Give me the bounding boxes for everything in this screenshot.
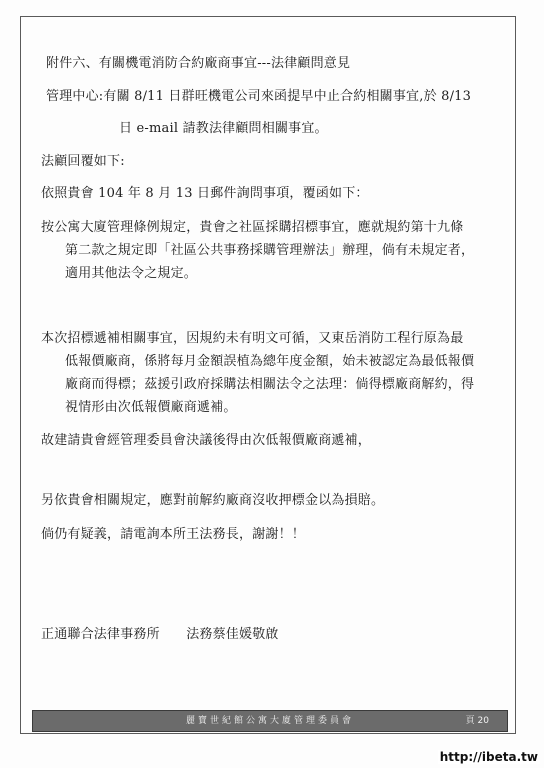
management-note-line-2: 日 e-mail 請教法律顧問相關事宜。 — [119, 121, 328, 136]
footer-page-number: 頁 20 — [465, 716, 489, 726]
watermark-url: http://ibeta.tw — [439, 750, 538, 764]
paragraph-1-line-1: 按公寓大廈管理條例規定，貴會之社區採購招標事宜，應就規約第十九條 — [41, 220, 464, 235]
paragraph-4: 另依貴會相關規定，應對前解約廠商沒收押標金以為損賠。 — [41, 493, 385, 508]
reference-line: 依照貴會 104 年 8 月 13 日郵件詢問事項，覆函如下： — [41, 186, 369, 201]
paragraph-3: 故建請貴會經管理委員會決議後得由次低報價廠商遞補， — [41, 433, 372, 448]
management-note-line-1: 管理中心:有關 8/11 日群旺機電公司來函提早中止合約相關事宜,於 8/13 — [46, 89, 472, 104]
closing-line: 倘仍有疑義，請電詢本所王法務長，謝謝！！ — [41, 527, 306, 542]
reply-intro: 法顧回覆如下: — [41, 154, 125, 169]
paragraph-1-line-3: 適用其他法令之規定。 — [65, 266, 198, 281]
footer-bar — [32, 710, 508, 732]
signature: 正通聯合法律事務所 法務蔡佳媛敬啟 — [41, 627, 279, 642]
paragraph-2-line-2: 低報價廠商，係將每月金額誤植為總年度金額，始未被認定為最低報價 — [65, 354, 475, 369]
footer-org-name: 麗寶世紀館公寓大廈管理委員會 — [185, 716, 354, 726]
paragraph-1-line-2: 第二款之規定即「社區公共事務採購管理辦法」辦理，倘有未規定者， — [65, 243, 475, 258]
paragraph-2-line-1: 本次招標遞補相關事宜，因規約未有明文可循，又東岳消防工程行原為最 — [41, 331, 464, 346]
paragraph-2-line-4: 視情形由次低報價廠商遞補。 — [65, 400, 237, 415]
paragraph-2-line-3: 廠商而得標；茲援引政府採購法相關法令之法理：倘得標廠商解約，得 — [65, 377, 475, 392]
document-heading: 附件六、有關機電消防合約廠商事宜---法律顧問意見 — [46, 56, 351, 71]
